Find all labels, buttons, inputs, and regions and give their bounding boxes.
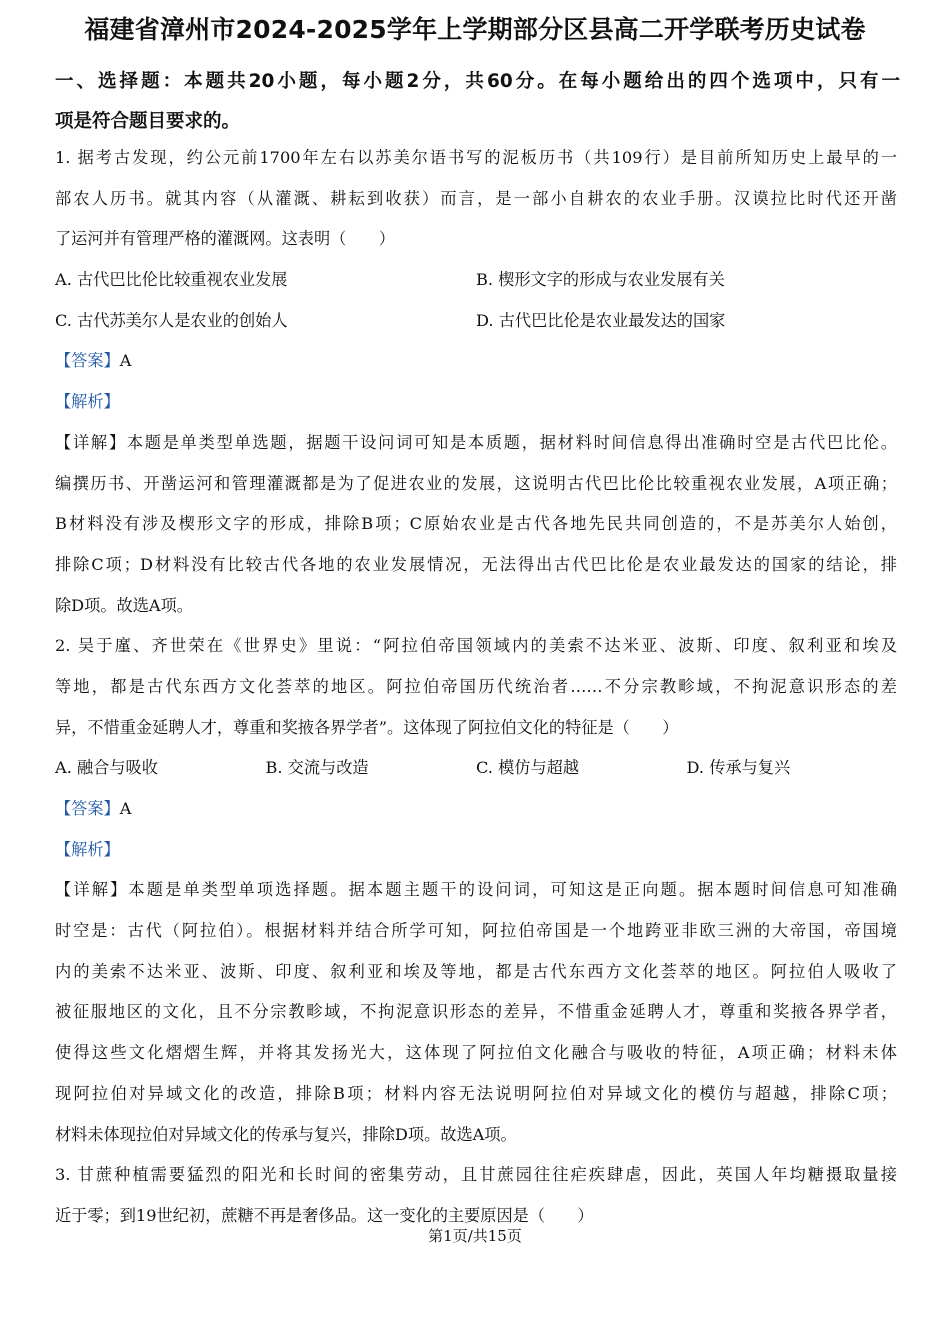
question-1-option-b[interactable]: B. 楔形文字的形成与农业发展有关 [476,270,725,290]
question-1-options-row-2 [55,301,897,342]
question-2-options-row [55,748,897,789]
question-2-option-d[interactable]: D. 传承与复兴 [686,758,791,778]
question-3-stem-line: 3. 甘蔗种植需要猛烈的阳光和长时间的密集劳动，且甘蔗园往往疟疾肆虐，因此，英国人年均糖摄取量接 [55,1165,897,1185]
analysis-tag: 【解析】 [55,392,120,412]
section-heading-line-2: 项是符合题目要求的。 [55,111,241,132]
question-1-stem-line: 部农人历书。就其内容（从灌溉、耕耘到收获）而言，是一部小自耕农的农业手册。汉谟拉比时代还开凿 [55,188,897,208]
question-1-detail-line: 除D项。故选A项。 [55,595,193,615]
question-2-answer [55,789,897,830]
detail-tag: 【详解】 [55,880,129,900]
question-2-option-c[interactable]: C. 模仿与超越 [476,758,580,778]
answer-value: A [119,799,132,818]
question-1-option-a[interactable]: A. 古代巴比伦比较重视农业发展 [55,270,288,290]
question-1-options-row-1 [55,260,897,301]
question-2-detail-line: 被征服地区的文化，且不分宗教畛域，不拘泥意识形态的差异，不惜重金延聘人才，尊重和奖掖各界学者， [55,1002,897,1022]
question-2-stem-line: 异，不惜重金延聘人才，尊重和奖掖各界学者”。这体现了阿拉伯文化的特征是（ ） [55,717,679,737]
detail-tag: 【详解】 [55,432,127,452]
question-3-stem-line: 近于零；到19世纪初，蔗糖不再是奢侈品。这一变化的主要原因是（ ） [55,1205,594,1225]
question-2-stem-line: 2. 吴于廑、齐世荣在《世界史》里说：“阿拉伯帝国领域内的美索不达米亚、波斯、印度、叙利亚和埃及 [55,636,897,656]
question-1-option-d[interactable]: D. 古代巴比伦是农业最发达的国家 [476,310,726,330]
page-footer: 第1页/共15页 [428,1227,522,1245]
question-2-detail-line: 现阿拉伯对异域文化的改造，排除B项；材料内容无法说明阿拉伯对异域文化的模仿与超越，排除C项； [55,1083,897,1103]
question-1-detail-line: 排除C项；D材料没有比较古代各地的农业发展情况，无法得出古代巴比伦是农业最发达的国家的结论，排 [55,554,897,574]
question-2 [55,626,897,1155]
question-1-detail-line [55,423,897,464]
question-1-option-c[interactable]: C. 古代苏美尔人是农业的创始人 [55,310,288,330]
question-1-analysis [55,382,897,423]
question-1-detail-line: 编撰历书、开凿运河和管理灌溉都是为了促进农业的发展，这说明古代巴比伦比较重视农业发展，A项正确； [55,473,897,493]
question-2-option-a[interactable]: A. 融合与吸收 [55,758,158,778]
question-1 [55,138,897,626]
detail-text: 本题是单类型单项选择题。据本题主题干的设问词，可知这是正向题。据本题时间信息可知准确 [128,880,897,900]
questions-content [55,138,897,1237]
question-1-stem-line: 了运河并有管理严格的灌溉网。这表明（ ） [55,229,395,249]
question-2-analysis [55,830,897,871]
section-heading [55,62,900,142]
question-2-detail-line [55,870,897,911]
answer-value: A [119,351,132,371]
question-1-stem-line: 1. 据考古发现，约公元前1700年左右以苏美尔语书写的泥板历书（共109行）是目前所知历史上最早的一 [55,148,897,167]
question-1-answer [55,341,897,382]
question-2-detail-line: 使得这些文化熠熠生辉，并将其发扬光大，这体现了阿拉伯文化融合与吸收的特征，A项正确；材料未体 [55,1043,897,1063]
detail-text: 本题是单类型单选题，据题干设问词可知是本质题，据材料时间信息得出准确时空是古代巴比伦。 [126,432,897,452]
section-heading-line-1: 一、选择题：本题共20小题，每小题2分，共60分。在每小题给出的四个选项中，只有一 [55,71,900,92]
analysis-tag: 【解析】 [55,839,120,859]
exam-title: 福建省漳州市2024-2025学年上学期部分区县高二开学联考历史试卷 [84,15,866,44]
question-2-detail-line: 材料未体现拉伯对异域文化的传承与复兴，排除D项。故选A项。 [55,1124,517,1144]
question-2-detail-line: 时空是：古代（阿拉伯）。根据材料并结合所学可知，阿拉伯帝国是一个地跨亚非欧三洲的大帝国，帝国境 [55,921,897,941]
question-2-stem-line: 等地，都是古代东西方文化荟萃的地区。阿拉伯帝国历代统治者……不分宗教畛域，不拘泥意识形态的差 [55,676,897,696]
question-2-detail-line: 内的美索不达米亚、波斯、印度、叙利亚和埃及等地，都是古代东西方文化荟萃的地区。阿拉伯人吸收了 [55,961,897,981]
answer-tag: 【答案】 [55,799,120,818]
answer-tag: 【答案】 [55,351,120,371]
question-1-detail-line: B材料没有涉及楔形文字的形成，排除B项；C原始农业是古代各地先民共同创造的，不是苏美尔人始创， [55,514,897,534]
question-2-option-b[interactable]: B. 交流与改造 [265,758,369,778]
